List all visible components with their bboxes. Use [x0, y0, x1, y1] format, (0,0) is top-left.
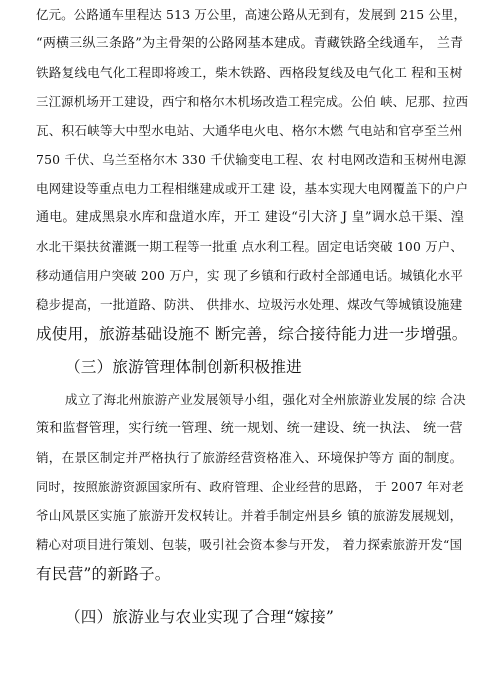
- paragraph-2-line-7: 有民营”的新路子。: [36, 565, 171, 583]
- section-heading-3: （三）旅游管理体制创新积极推进: [65, 358, 302, 376]
- paragraph-2-line-2: 策和监督管理，实行统一管理、统一规划、统一建设、统一执法、 统一营: [36, 421, 463, 436]
- paragraph-1-line-1: 亿元。公路通车里程达 513 万公里，高速公路从无到有，发展到 215 公里，: [36, 7, 467, 22]
- paragraph-1-line-2: “两横三纵三条路”为主骨架的公路网基本建成。青藏铁路全线通车， 兰青: [36, 36, 464, 51]
- paragraph-1-line-11: 稳步提高，一批道路、防洪、 供排水、垃圾污水处理、煤改气等城镇设施建: [36, 297, 463, 312]
- paragraph-1-line-8: 通电。建成黑泉水库和盘道水库，开工 建设“引大济 J 皇”调水总干渠、湟: [36, 210, 465, 225]
- paragraph-2-line-4: 同时，按照旅游资源国家所有、政府管理、企业经营的思路， 于 2007 年对老: [36, 480, 465, 494]
- section-heading-4: （四）旅游业与农业实现了合理“嫁接”: [65, 608, 335, 626]
- paragraph-1-line-3: 铁路复线电气化工程即将竣工，柴木铁路、西格段复线及电气化工 程和玉树: [36, 65, 463, 80]
- paragraph-1-line-7: 电网建设等重点电力工程相继建成或开工建 设，基本实现大电网覆盖下的户户: [36, 181, 469, 196]
- paragraph-1-line-6: 750 千伏、乌兰至格尔木 330 千伏输变电工程、农 村电网改造和玉树州电源: [36, 152, 467, 167]
- paragraph-2-line-5: 爷山风景区实施了旅游开发权转让。并着手制定州县乡 镇的旅游发展规划，: [36, 508, 463, 523]
- paragraph-2-line-6: 精心对项目进行策划、包装，吸引社会资本参与开发， 着力探索旅游开发“国: [36, 537, 463, 552]
- paragraph-1-line-10: 移动通信用户突破 200 万户，实 现了乡镇和行政村全部通电话。城镇化水平: [36, 268, 463, 283]
- paragraph-2-line-1: 成立了海北州旅游产业发展领导小组，强化对全州旅游业发展的综 合决: [65, 392, 466, 407]
- paragraph-2-line-3: 销，在景区制定并严格执行了旅游经营资格准入、环境保护等方 面的制度。: [36, 450, 463, 465]
- paragraph-1-line-12: 成使用，旅游基础设施不 断完善，综合接待能力进一步增强。: [36, 325, 468, 343]
- paragraph-1-line-9: 水北干渠扶贫灌溉一期工程等一批重 点水利工程。固定电话突破 100 万户、: [36, 239, 463, 254]
- paragraph-1-line-5: 瓦、积石峡等大中型水电站、大通华电火电、格尔木燃 气电站和官亭至兰州: [36, 123, 463, 138]
- paragraph-1-line-4: 三江源机场开工建设，西宁和格尔木机场改造工程完成。公伯 峡、尼那、拉西: [36, 94, 469, 109]
